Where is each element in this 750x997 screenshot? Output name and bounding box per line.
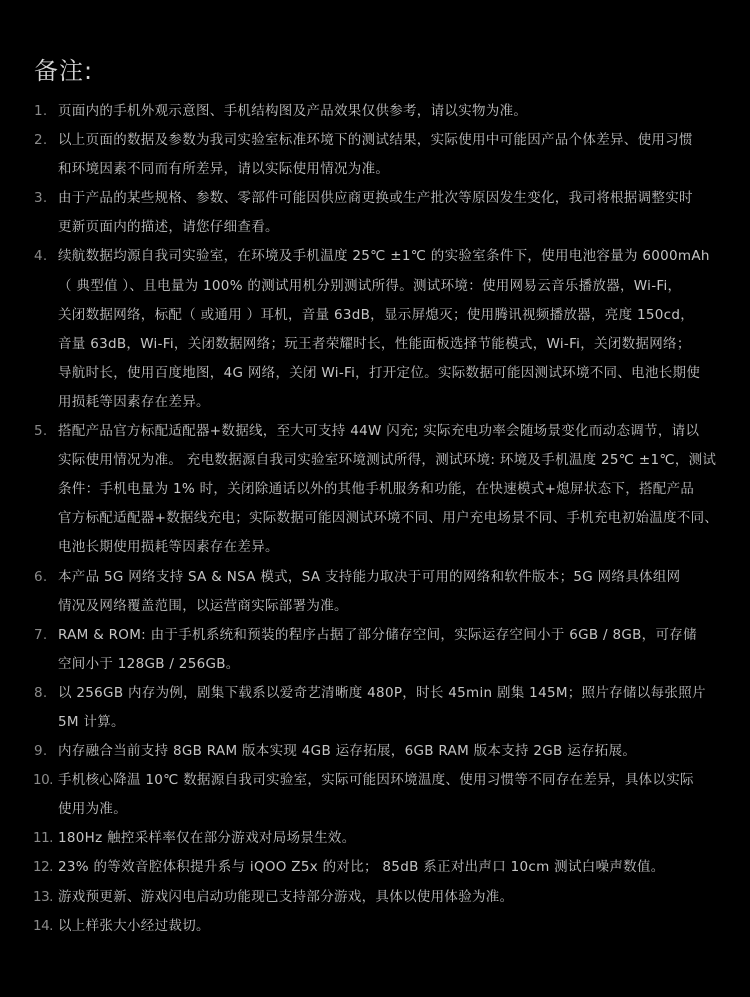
note-text-line: 和环境因素不同而有所差异，请以实际使用情况为准。 <box>58 161 390 178</box>
note-item <box>0 912 750 941</box>
note-number: 11. <box>33 830 53 847</box>
note-text-line: 空间小于 128GB / 256GB。 <box>58 655 240 672</box>
note-item <box>0 97 750 126</box>
note-item <box>0 126 750 184</box>
note-number: 1. <box>34 103 48 119</box>
note-text-line: 180Hz 触控采样率仅在部分游戏对局场景生效。 <box>58 830 356 847</box>
note-text-line: 情况及网络覆盖范围，以运营商实际部署为准。 <box>58 597 348 614</box>
note-number: 14. <box>33 917 53 934</box>
note-number: 5. <box>34 423 48 440</box>
note-text-line: 由于产品的某些规格、参数、零部件可能因供应商更换或生产批次等原因发生变化，我司将根据调整实时 <box>58 190 693 207</box>
note-text-line: 条件：手机电量为 1% 时，关闭除通话以外的其他手机服务和功能，在快速模式+熄屏状态下，搭配产品 <box>58 481 695 498</box>
note-text-line: 使用为准。 <box>58 801 127 818</box>
note-item <box>0 563 750 621</box>
note-item <box>0 883 750 912</box>
note-text-line: 以 256GB 内存为例，剧集下载系以爱奇艺清晰度 480P，时长 45min 剧集 145M；照片存储以每张照片 <box>58 684 706 701</box>
note-item <box>0 766 750 824</box>
note-number: 4. <box>34 248 48 265</box>
note-text-line: 23% 的等效音腔体积提升系与 iQOO Z5x 的对比； 85dB 系正对出声口 10cm 测试白噪声数值。 <box>58 859 665 876</box>
note-text-line: 实际使用情况为准。 充电数据源自我司实验室环境测试所得，测试环境: 环境及手机温度 25℃ ±1℃，测试 <box>58 452 717 469</box>
notes-list <box>0 97 750 941</box>
note-text-line: 音量 63dB，Wi-Fi，关闭数据网络；玩王者荣耀时长，性能面板选择节能模式，Wi-Fi，关闭数据网络； <box>58 335 691 352</box>
note-text-line: 以上页面的数据及参数为我司实验室标准环境下的测试结果，实际使用中可能因产品个体差异、使用习惯 <box>58 132 693 149</box>
note-item <box>0 679 750 737</box>
note-text-line: 续航数据均源自我司实验室，在环境及手机温度 25℃ ±1℃ 的实验室条件下，使用电池容量为 6000mAh <box>58 248 710 265</box>
note-item <box>0 824 750 853</box>
note-text-line: 以上样张大小经过裁切。 <box>58 917 210 934</box>
note-item <box>0 184 750 242</box>
note-text-line: 用损耗等因素存在差异。 <box>58 393 210 410</box>
note-text-line: 页面内的手机外观示意图、手机结构图及产品效果仅供参考，请以实物为准。 <box>58 103 528 119</box>
note-number: 6. <box>34 568 48 585</box>
note-number: 3. <box>34 190 48 207</box>
note-item <box>0 737 750 766</box>
note-text-line: 5M 计算。 <box>58 713 125 730</box>
note-text-line: 导航时长，使用百度地图，4G 网络，关闭 Wi-Fi，打开定位。实际数据可能因测试环境不同、电池长期使 <box>58 364 701 381</box>
note-text-line: 游戏预更新、游戏闪电启动功能现已支持部分游戏，具体以使用体验为准。 <box>58 888 514 905</box>
note-number: 9. <box>34 743 48 760</box>
note-text-line: 搭配产品官方标配适配器+数据线，至大可支持 44W 闪充; 实际充电功率会随场景变化而动态调节，请以 <box>58 423 700 440</box>
note-item <box>0 242 750 417</box>
note-text-line: 手机核心降温 10℃ 数据源自我司实验室，实际可能因环境温度、使用习惯等不同存在差异，具体以实际 <box>58 772 694 789</box>
note-number: 13. <box>33 888 53 905</box>
note-text-line: 电池长期使用损耗等因素存在差异。 <box>58 539 279 556</box>
page-title: 备注: <box>34 57 94 85</box>
note-text-line: RAM & ROM: 由于手机系统和预装的程序占据了部分储存空间，实际运存空间小于 6GB / 8GB，可存储 <box>58 626 697 643</box>
note-text-line: 官方标配适配器+数据线充电；实际数据可能因测试环境不同、用户充电场景不同、手机充电初始温度不同、 <box>58 510 719 527</box>
note-item <box>0 417 750 562</box>
note-text-line: 本产品 5G 网络支持 SA & NSA 模式，SA 支持能力取决于可用的网络和软件版本；5G 网络具体组网 <box>58 568 681 585</box>
note-text-line: 更新页面内的描述，请您仔细查看。 <box>58 219 279 236</box>
note-number: 7. <box>34 626 48 643</box>
note-item <box>0 853 750 882</box>
note-text-line: 内存融合当前支持 8GB RAM 版本实现 4GB 运存拓展，6GB RAM 版本支持 2GB 运存拓展。 <box>58 743 637 760</box>
note-item <box>0 621 750 679</box>
note-number: 12. <box>33 859 53 876</box>
note-number: 8. <box>34 684 48 701</box>
note-text-line: （ 典型值 ）、且电量为 100% 的测试用机分别测试所得。测试环境：使用网易云音乐播放器，Wi-Fi， <box>58 277 682 294</box>
note-text-line: 关闭数据网络，标配（ 或通用 ）耳机，音量 63dB，显示屏熄灭；使用腾讯视频播放器，亮度 150cd， <box>58 306 695 323</box>
note-number: 10. <box>33 772 53 789</box>
note-number: 2. <box>34 132 48 149</box>
